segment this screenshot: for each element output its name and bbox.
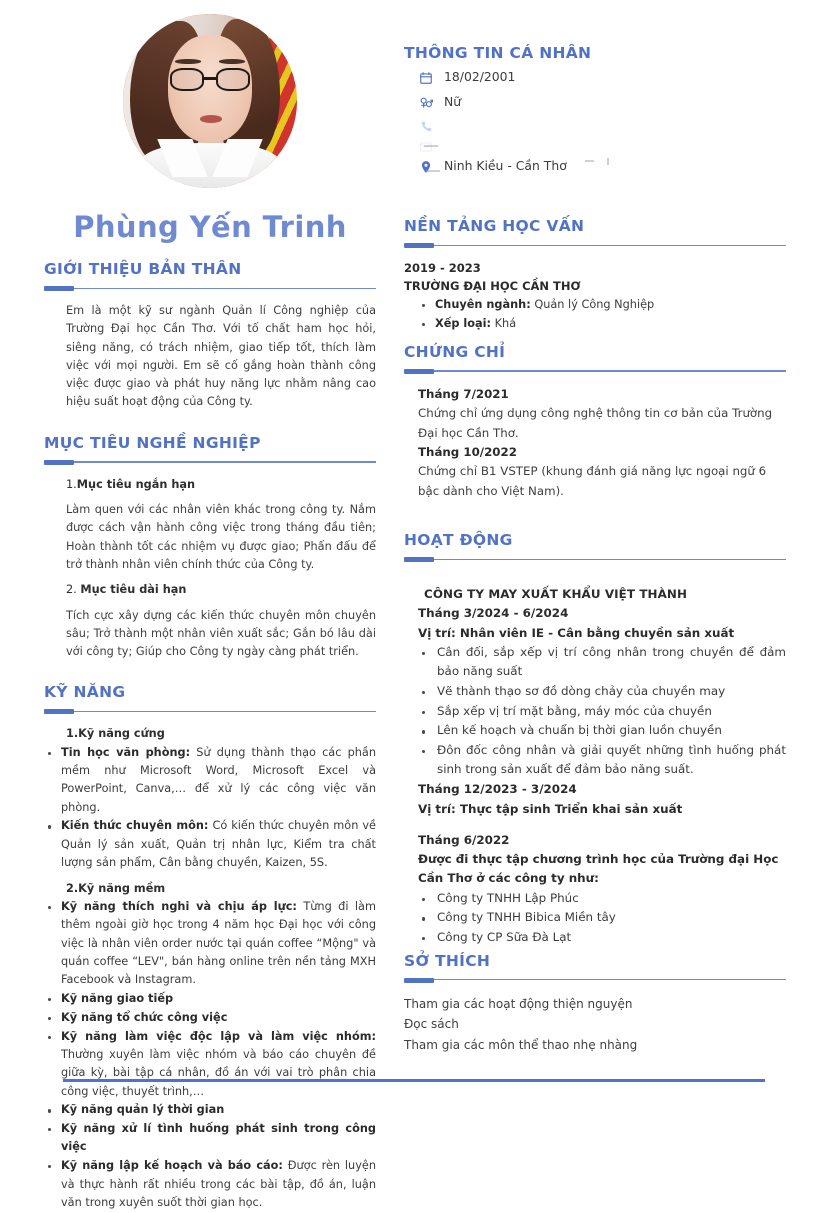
section-divider-certificates	[404, 368, 786, 373]
education-details-list	[404, 296, 786, 333]
spacer	[44, 494, 376, 501]
hard-skill-item	[44, 744, 376, 817]
item-label: Kỹ năng xử lí tình huống phát sinh trong công việc	[61, 1122, 376, 1154]
calendar-icon	[418, 70, 433, 85]
activities-block	[404, 573, 786, 948]
redaction-artifact-3	[607, 158, 609, 165]
spacer	[44, 574, 376, 581]
soft-skill-item	[44, 898, 376, 989]
item-text: Khá	[491, 316, 517, 330]
activity-role-2: Vị trí: Thực tập sinh Triển khai sản xuất	[418, 801, 683, 816]
item-text: Thường xuyên làm việc nhóm và báo cáo chuyên đề giữa kỳ, bài tập cá nhân, đồ án với vai trò phân chia công việc, thuyết trình,…	[61, 1048, 376, 1098]
education-detail-item	[418, 315, 786, 333]
hard-skill-item	[44, 817, 376, 872]
certificate-date: Tháng 7/2021	[418, 386, 509, 401]
section-title-hobbies: SỞ THÍCH	[404, 951, 491, 970]
redaction-artifact-2	[585, 160, 594, 162]
internship-company-item: Công ty TNHH Bibica Miền tây	[418, 908, 786, 927]
lips	[200, 115, 223, 123]
activity-role-1: Vị trí: Nhân viên IE - Cân bằng chuyền sản xuất	[418, 625, 735, 640]
hobby-item: Đọc sách	[404, 1017, 459, 1032]
education-block	[404, 259, 786, 333]
hard-skills-list	[44, 744, 376, 873]
objective-long-number: 2.	[66, 583, 81, 597]
section-title-about: GIỚI THIỆU BẢN THÂN	[44, 260, 242, 278]
certificate-description: Chứng chỉ ứng dụng công nghệ thông tin cơ bản của Trường Đại học Cần Thơ.	[418, 406, 773, 440]
left-column	[0, 0, 398, 1213]
skills-hard-title-text: 1.Kỹ năng cứng	[66, 727, 165, 741]
contact-row-email	[404, 136, 786, 158]
item-text: Có kiến thức chuyên môn về Quản lý sản xuất, Quản trị nhân lực, Kiểm tra chất lượng sản phẩm, Cân bằng chuyền, Kaizen, 5S.	[61, 819, 376, 870]
objective-short-number: 1.	[66, 477, 77, 491]
spacer	[418, 573, 786, 585]
soft-skill-item	[44, 1028, 376, 1101]
contact-row-phone	[404, 119, 786, 134]
section-title-activities: HOẠT ĐỘNG	[404, 530, 513, 549]
section-divider-skills	[44, 708, 376, 713]
item-label: Kỹ năng quản lý thời gian	[61, 1103, 225, 1117]
contact-value: Ninh Kiều - Cần Thơ	[444, 158, 567, 174]
certificate-date: Tháng 10/2022	[418, 444, 517, 459]
certificate-description: Chứng chỉ B1 VSTEP (khung đánh giá năng lực ngoại ngữ 6 bậc dành cho Việt Nam).	[418, 464, 767, 498]
section-divider-objective	[44, 459, 376, 464]
item-text: Quản lý Công Nghiệp	[530, 297, 655, 311]
contact-row-calendar	[404, 69, 786, 86]
activity-duty-item: Vẽ thành thạo sơ đồ dòng chảy của chuyền may	[418, 682, 786, 701]
gender-icon	[418, 95, 433, 110]
soft-skill-item	[44, 1157, 376, 1212]
phone-icon	[418, 119, 433, 134]
skills-soft-title-text: 2.Kỹ năng mềm	[66, 881, 166, 895]
glasses-bridge	[204, 77, 215, 80]
item-label: Xếp loại:	[435, 316, 492, 330]
soft-skills-list	[44, 898, 376, 1212]
objective-short-title: Mục tiêu ngắn hạn	[76, 477, 196, 491]
contact-value: 18/02/2001	[444, 69, 516, 85]
item-label: Kiến thức chuyên môn:	[61, 819, 209, 833]
objective-long-title: Mục tiêu dài hạn	[80, 583, 187, 597]
portrait-photo	[123, 14, 297, 188]
objective-long-text: Tích cực xây dựng các kiến thức chuyên môn chuyên sâu; Trở thành một nhân viên xuất sắc; Gắn bó lâu dài với công ty; Giúp cho Công ty ngày càng phát triển.	[66, 608, 376, 659]
spacer	[44, 600, 376, 607]
eyebrow-right	[219, 59, 245, 63]
contact-row-gender	[404, 94, 786, 111]
activity-period-3: Tháng 6/2022	[418, 832, 510, 847]
section-title-objective: MỤC TIÊU NGHỀ NGHIỆP	[44, 433, 261, 452]
activity-duties-list	[418, 643, 786, 780]
soft-skill-item	[44, 1009, 376, 1027]
eyebrow-left	[175, 59, 201, 63]
activity-duty-item: Lên kế hoạch và chuẩn bị thời gian luồn chuyền	[418, 721, 786, 740]
spacer	[418, 819, 786, 831]
certificates-list	[404, 385, 786, 501]
hobby-item: Tham gia các môn thể thao nhẹ nhàng	[404, 1037, 638, 1052]
section-divider-activities	[404, 556, 786, 561]
section-title-personal-info: THÔNG TIN CÁ NHÂN	[404, 44, 592, 62]
item-label: Kỹ năng làm việc độc lập và làm việc nhóm:	[61, 1029, 376, 1043]
candidate-name: Phùng Yến Trinh	[73, 210, 347, 244]
education-school: TRƯỜNG ĐẠI HỌC CẦN THƠ	[404, 279, 581, 294]
internship-companies-list	[418, 889, 786, 948]
skills-soft-title	[44, 880, 376, 898]
activity-duty-item: Cân đối, sắp xếp vị trí công nhân trong chuyền để đảm bảo năng suất	[418, 643, 786, 682]
activity-duty-item: Đôn đốc công nhân và giải quyết những tình huống phát sinh trong sản xuất để đảm bảo năng suất.	[418, 741, 786, 780]
activity-period-1: Tháng 3/2024 - 6/2024	[418, 606, 569, 621]
internship-company-item: Công ty TNHH Lập Phúc	[418, 889, 786, 908]
glasses-lens-left	[170, 68, 204, 91]
section-divider-education	[404, 242, 786, 247]
education-years: 2019 - 2023	[404, 261, 481, 275]
soft-skill-item	[44, 1120, 376, 1157]
email-icon	[418, 140, 433, 155]
hobby-item: Tham gia các hoạt động thiện nguyện	[404, 996, 633, 1011]
item-label: Chuyên ngành:	[435, 297, 531, 311]
contact-value: Nữ	[444, 94, 462, 110]
soft-skill-item	[44, 990, 376, 1008]
item-label: Kỹ năng lập kế hoạch và báo cáo:	[61, 1159, 283, 1173]
photo-container	[44, 0, 376, 188]
about-text: Em là một kỹ sư ngành Quản lí Công nghiệp của Trường Đại học Cần Thơ. Với tố chất ham học hỏi, siêng năng, có trách nhiệm, giao tiếp tốt, thích làm việc với mọi người. Em sẽ cố gắng hoàn thành công việc được giao và phát huy năng lực nhằm nâng cao hiệu suất hoạt động của Công ty.	[66, 304, 376, 409]
skills-hard-title	[44, 725, 376, 743]
activity-duty-item: Sắp xếp vị trí mặt bằng, máy móc của chuyền	[418, 702, 786, 721]
activity-company-name: CÔNG TY MAY XUẤT KHẨU VIỆT THÀNH	[424, 586, 687, 601]
objective-short-heading	[44, 476, 376, 494]
objective-long-heading	[44, 581, 376, 599]
activity-period-2: Tháng 12/2023 - 3/2024	[418, 782, 577, 797]
right-column	[398, 0, 828, 1055]
redaction-artifact-1	[424, 145, 438, 147]
item-text: Sử dụng thành thạo các phần mềm như Microsoft Word, Microsoft Excel và PowerPoint, Canva,… để xử lý các công việc văn phòng.	[61, 745, 376, 814]
item-label: Kỹ năng giao tiếp	[61, 992, 174, 1006]
section-divider-about	[44, 285, 376, 290]
item-label: Kỹ năng tổ chức công việc	[61, 1010, 228, 1024]
footer-rule	[63, 1079, 765, 1082]
section-title-skills: KỸ NĂNG	[44, 683, 126, 702]
section-title-education: NỀN TẢNG HỌC VẤN	[404, 217, 585, 235]
objective-short-text: Làm quen với các nhân viên khác trong công ty. Nắm được cách vận hành công việc trong tháng đầu tiên; Hoàn thành tốt các nhiệm vụ được giao; Phấn đấu để trở thành nhân viên chính thức của Công ty.	[66, 503, 376, 571]
section-title-certificates: CHỨNG CHỈ	[404, 342, 506, 361]
glasses	[170, 68, 250, 91]
section-divider-hobbies	[404, 977, 786, 982]
contact-list	[404, 69, 786, 175]
glasses-lens-right	[216, 68, 250, 91]
contact-row-location-pin	[404, 158, 786, 175]
spacer	[44, 873, 376, 880]
item-label: Kỹ năng thích nghi và chịu áp lực:	[61, 900, 297, 914]
internship-company-item: Công ty CP Sữa Đà Lạt	[418, 928, 786, 947]
education-detail-item	[418, 296, 786, 314]
activity-internship-text: Được đi thực tập chương trình học của Trường đại Học Cần Thơ ở các công ty như:	[418, 852, 779, 886]
item-text: Từng đi làm thêm ngoài giờ học trong 4 năm học Đại học với công việc là nhân viên order nước tại quán coffee “Mộng" và quán coffee “LEV", bán hàng online trên nền tảng MXH Facebook và Instagram.	[61, 900, 376, 987]
item-label: Tin học văn phòng:	[61, 745, 191, 759]
soft-skill-item	[44, 1101, 376, 1119]
hobbies-list	[404, 994, 786, 1056]
item-text: Được rèn luyện và thực hành rất nhiều trong các bài tập, đồ án, luận văn trong xuyên suốt thời gian học.	[61, 1159, 376, 1209]
redaction-artifact-4	[424, 170, 440, 172]
